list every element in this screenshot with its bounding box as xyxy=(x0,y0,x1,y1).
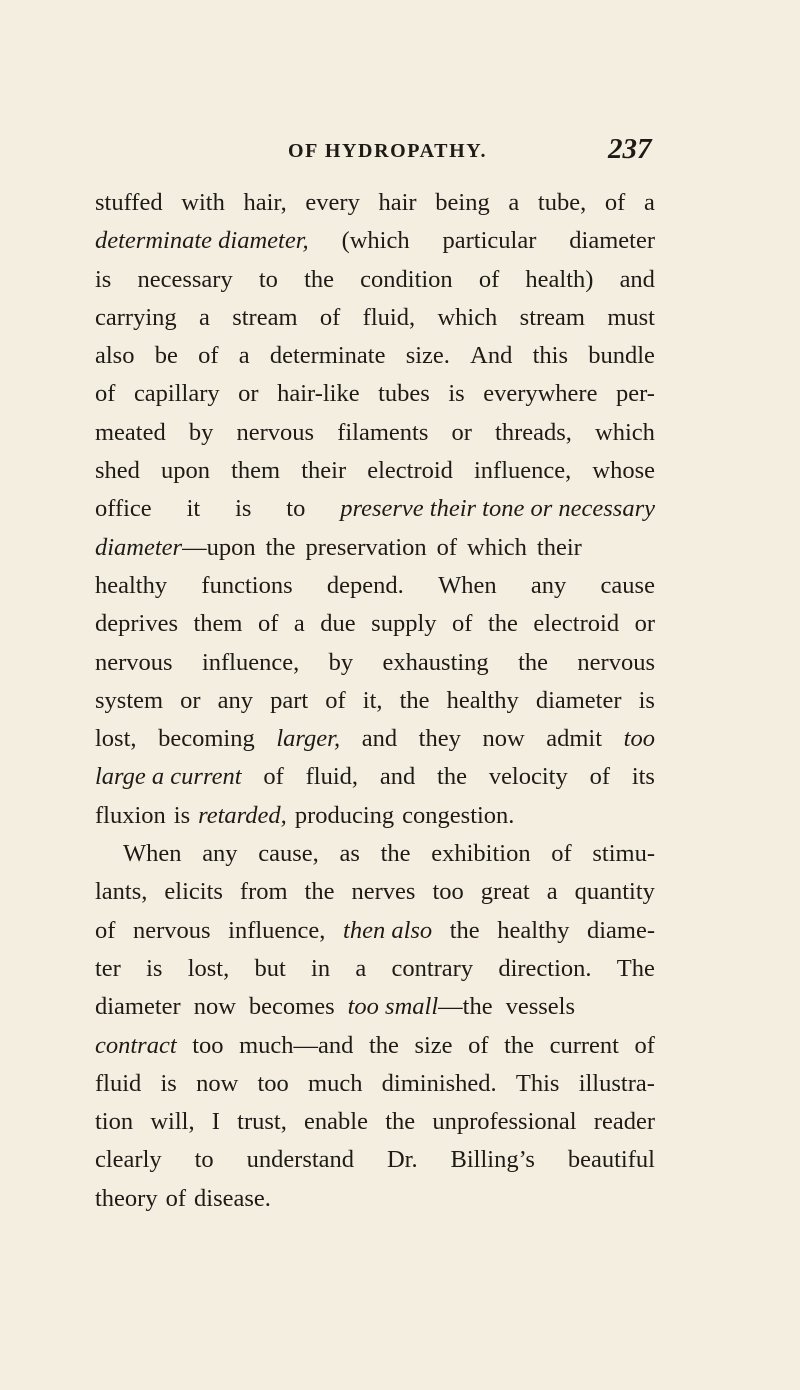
word: of xyxy=(198,342,219,370)
text-line xyxy=(95,912,655,950)
italic-word: larger, xyxy=(276,725,341,753)
word: with xyxy=(181,189,225,216)
word: threads, xyxy=(495,418,572,446)
word: of xyxy=(468,1031,489,1059)
word: the xyxy=(265,533,296,561)
word: or xyxy=(238,380,259,408)
word: —upon xyxy=(182,533,256,561)
word: it, xyxy=(362,686,383,714)
word: nervous xyxy=(133,916,211,944)
text-line xyxy=(95,835,655,873)
word: is xyxy=(95,265,112,293)
word: of xyxy=(478,265,500,293)
word: of xyxy=(604,189,626,216)
word: meated xyxy=(95,418,166,446)
word: the xyxy=(504,1031,535,1059)
word: nerves xyxy=(351,878,416,906)
text-line xyxy=(95,337,655,375)
text-line xyxy=(95,950,655,988)
italic-phrase: too small xyxy=(347,993,439,1021)
word: lost, xyxy=(95,725,137,753)
word: of xyxy=(95,916,116,944)
word: their xyxy=(536,533,582,561)
word: necessary xyxy=(137,265,233,293)
text-line xyxy=(95,567,655,605)
word: nervous xyxy=(577,648,655,676)
word: per- xyxy=(615,380,655,408)
word: it xyxy=(186,495,201,523)
italic-phrase: diameter xyxy=(95,533,183,561)
word: illustra- xyxy=(578,1069,655,1097)
text-line xyxy=(95,452,655,490)
word: but xyxy=(254,954,286,982)
word: is xyxy=(173,801,191,829)
word: contrary xyxy=(391,954,474,982)
word: theory xyxy=(95,1184,158,1212)
word: of xyxy=(634,1031,655,1059)
word: the xyxy=(437,763,467,791)
word: diminished. xyxy=(381,1069,497,1097)
word: enable xyxy=(304,1108,368,1136)
word: too xyxy=(257,1069,289,1097)
word: ter xyxy=(95,954,121,982)
word: lants, xyxy=(95,878,148,906)
body-text xyxy=(95,184,655,1218)
word: the xyxy=(304,878,335,906)
word: is xyxy=(235,495,252,523)
word: which xyxy=(467,533,527,561)
text-line xyxy=(95,988,655,1026)
word: a xyxy=(546,878,558,906)
word: supply xyxy=(371,610,437,638)
word: to xyxy=(258,265,278,293)
word: by xyxy=(328,648,354,676)
word: fluid, xyxy=(362,303,416,331)
word: disease. xyxy=(194,1184,271,1212)
word: tion xyxy=(95,1108,134,1136)
word: the xyxy=(385,1108,416,1136)
word: now xyxy=(196,1069,239,1097)
word: hair-like xyxy=(277,380,360,408)
word: of xyxy=(452,610,473,638)
word: a xyxy=(238,342,250,370)
word: of xyxy=(436,533,458,561)
text-line xyxy=(95,1027,655,1065)
word: and xyxy=(361,725,398,753)
word: any xyxy=(530,571,567,599)
word: is xyxy=(448,380,465,408)
word: a xyxy=(355,954,367,982)
word: any xyxy=(202,840,238,868)
word: their xyxy=(301,457,347,485)
text-line xyxy=(95,414,655,452)
word: filaments xyxy=(337,418,429,446)
text-line xyxy=(95,375,655,413)
text-line xyxy=(95,1065,655,1103)
word: nervous xyxy=(95,648,173,676)
word: a xyxy=(508,189,520,216)
word: tube, xyxy=(537,189,587,216)
italic-word: too xyxy=(623,725,655,753)
word: diameter xyxy=(95,993,181,1021)
word: the xyxy=(487,610,518,638)
word: too xyxy=(432,878,464,906)
word: everywhere xyxy=(483,380,598,408)
word: particular xyxy=(442,227,537,255)
word: exhausting xyxy=(382,648,489,676)
word: of xyxy=(325,686,346,714)
word: also xyxy=(95,342,135,370)
word: its xyxy=(631,763,655,791)
word: congestion. xyxy=(402,801,515,829)
word: them xyxy=(231,457,281,485)
word: cause xyxy=(600,571,655,599)
word: or xyxy=(634,610,655,638)
word: and xyxy=(379,763,416,791)
word: them xyxy=(193,610,243,638)
word: electroid xyxy=(367,457,453,485)
text-line xyxy=(95,720,655,758)
word: lost, xyxy=(187,954,230,982)
word: producing xyxy=(294,801,395,829)
word: clearly xyxy=(95,1146,162,1174)
word: electroid xyxy=(533,610,620,638)
word: When xyxy=(123,840,182,868)
word: the xyxy=(368,1031,399,1059)
word: a xyxy=(198,303,210,331)
word: the xyxy=(449,916,480,944)
word: diameter xyxy=(535,686,622,714)
word: to xyxy=(194,1146,214,1174)
word: part xyxy=(270,686,309,714)
word: hair xyxy=(378,189,417,216)
italic-phrase: then also xyxy=(343,916,433,944)
word: the xyxy=(399,686,430,714)
text-line xyxy=(95,644,655,682)
word: too xyxy=(192,1031,224,1059)
word: great xyxy=(480,878,530,906)
word: elicits xyxy=(164,878,223,906)
word: size xyxy=(414,1031,453,1059)
word: whose xyxy=(592,457,655,485)
word: fluid, xyxy=(305,763,359,791)
word: and xyxy=(619,265,655,293)
word: now xyxy=(482,725,525,753)
word: as xyxy=(339,840,360,868)
word: of xyxy=(258,610,279,638)
word: the xyxy=(304,265,334,293)
word: the xyxy=(380,840,411,868)
italic-phrase: determinate diameter, xyxy=(95,227,309,255)
text-line xyxy=(95,605,655,643)
text-line xyxy=(95,222,655,260)
word: becoming xyxy=(158,725,255,753)
word: of xyxy=(263,763,284,791)
word: When xyxy=(438,571,497,599)
word: health) xyxy=(525,265,594,293)
word: diameter xyxy=(569,227,655,255)
word: carrying xyxy=(95,303,177,331)
word: (which xyxy=(341,227,410,255)
word: the xyxy=(518,648,549,676)
text-line xyxy=(95,873,655,911)
word: capillary xyxy=(133,380,220,408)
word: diame- xyxy=(586,916,655,944)
text-line xyxy=(95,261,655,299)
word: understand xyxy=(246,1146,355,1174)
word: vessels xyxy=(505,993,576,1021)
text-line xyxy=(95,529,655,567)
word: condition xyxy=(360,265,453,293)
word: becomes xyxy=(248,993,335,1021)
word: a xyxy=(293,610,305,638)
word: —the xyxy=(438,993,493,1021)
word: upon xyxy=(161,457,211,485)
word: will, xyxy=(150,1108,195,1136)
word: healthy xyxy=(497,916,570,944)
word: quantity xyxy=(574,878,655,906)
word: to xyxy=(286,495,306,523)
word: hair, xyxy=(243,189,287,216)
text-line xyxy=(95,490,655,528)
word: influence, xyxy=(201,648,300,676)
text-line xyxy=(95,299,655,337)
word: any xyxy=(217,686,254,714)
running-head xyxy=(0,133,800,168)
italic-phrase: preserve their tone or necessary xyxy=(340,495,655,523)
word: every xyxy=(305,189,360,216)
word: deprives xyxy=(95,610,178,638)
word: office xyxy=(95,495,152,523)
word: And xyxy=(470,342,513,370)
word: determinate xyxy=(269,342,386,370)
word: Billing’s xyxy=(450,1146,535,1174)
word: which xyxy=(437,303,498,331)
word: direction. xyxy=(498,954,592,982)
word: beautiful xyxy=(567,1146,655,1174)
word: bundle xyxy=(588,342,655,370)
text-line xyxy=(95,1103,655,1141)
italic-word: retarded, xyxy=(198,801,287,829)
word: functions xyxy=(201,571,293,599)
word: by xyxy=(188,418,214,446)
word: which xyxy=(595,418,655,446)
word: healthy xyxy=(95,571,168,599)
word: trust, xyxy=(237,1108,287,1136)
word: of xyxy=(589,763,610,791)
word: stream xyxy=(519,303,585,331)
word: system xyxy=(95,686,164,714)
word: nervous xyxy=(236,418,315,446)
word: depend. xyxy=(326,571,404,599)
word: cause, xyxy=(258,840,319,868)
word: of xyxy=(165,1184,187,1212)
word: or xyxy=(451,418,472,446)
word: tubes xyxy=(378,380,430,408)
word: due xyxy=(320,610,356,638)
text-line xyxy=(95,758,655,796)
word: I xyxy=(211,1108,220,1136)
word: this xyxy=(532,342,568,370)
italic-phrase: large a current xyxy=(95,763,242,791)
word: they xyxy=(418,725,461,753)
text-line xyxy=(95,184,655,222)
word: must xyxy=(607,303,655,331)
word: much—and xyxy=(239,1031,354,1059)
word: fluid xyxy=(95,1069,142,1097)
word: of xyxy=(95,380,116,408)
word: is xyxy=(146,954,163,982)
word: of xyxy=(551,840,572,868)
text-line xyxy=(95,682,655,720)
running-title: OF HYDROPATHY. xyxy=(288,140,488,162)
word: stream xyxy=(232,303,298,331)
word: admit xyxy=(546,725,603,753)
word: is xyxy=(638,686,655,714)
word: The xyxy=(616,954,655,982)
word: fluxion xyxy=(95,801,166,829)
word: of xyxy=(319,303,341,331)
text-line xyxy=(95,797,655,835)
text-line xyxy=(95,1141,655,1179)
word: size. xyxy=(405,342,450,370)
word: in xyxy=(311,954,331,982)
word: velocity xyxy=(488,763,568,791)
word: be xyxy=(154,342,178,370)
page-number: 237 xyxy=(608,133,652,165)
word: current xyxy=(549,1031,619,1059)
word: This xyxy=(515,1069,560,1097)
word: unprofessional xyxy=(432,1108,577,1136)
word: stimu- xyxy=(592,840,655,868)
word: reader xyxy=(593,1108,655,1136)
word: influence, xyxy=(474,457,572,485)
word: being xyxy=(435,189,490,216)
word: from xyxy=(239,878,288,906)
word: is xyxy=(160,1069,177,1097)
word: now xyxy=(193,993,236,1021)
word: preservation xyxy=(305,533,427,561)
word: healthy xyxy=(446,686,519,714)
text-line xyxy=(95,1180,655,1218)
italic-word: contract xyxy=(95,1031,177,1059)
word: Dr. xyxy=(386,1146,418,1174)
word: stuffed xyxy=(95,189,163,216)
word: or xyxy=(180,686,201,714)
word: influence, xyxy=(228,916,326,944)
word: exhibition xyxy=(431,840,531,868)
word: a xyxy=(644,189,655,216)
word: shed xyxy=(95,457,140,485)
word: much xyxy=(308,1069,363,1097)
